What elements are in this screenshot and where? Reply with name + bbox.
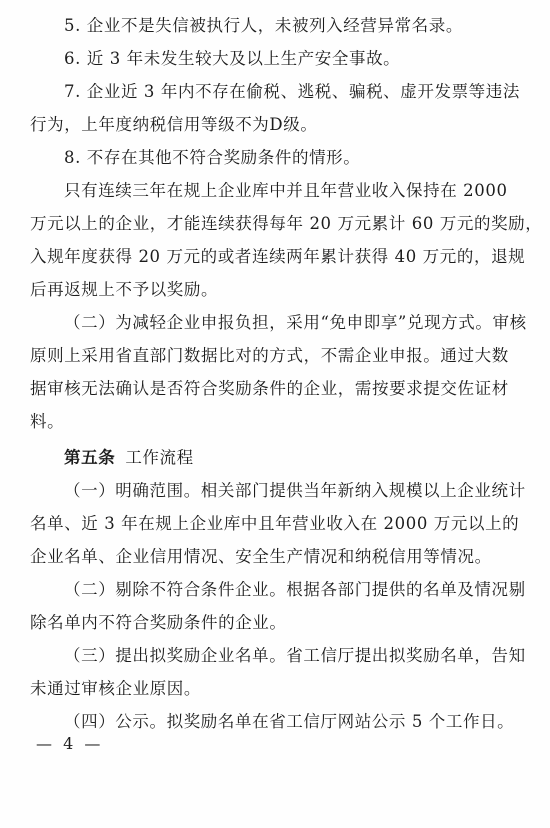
line-text: 原则上采用省直部门数据比对的方式，不需企业申报。通过大数: [30, 346, 509, 365]
text-line: [0, 176, 550, 206]
text-line: [0, 641, 550, 671]
line-text: 7. 企业近 3 年内不存在偷税、逃税、骗税、虚开发票等违法: [64, 82, 520, 101]
text-line: [0, 110, 550, 140]
text-line: [0, 275, 550, 305]
text-line: [0, 143, 550, 173]
line-text: 行为，上年度纳税信用等级不为D级。: [30, 115, 318, 134]
text-line: [0, 11, 550, 41]
text-line: [0, 242, 550, 272]
text-line: [0, 374, 550, 404]
text-line: [0, 407, 550, 437]
line-text: 料。: [30, 412, 65, 431]
line-text: 8. 不存在其他不符合奖励条件的情形。: [64, 148, 361, 167]
line-text: 入规年度获得 20 万元的或者连续两年累计获得 40 万元的，退规: [30, 247, 526, 266]
page-number: — 4 —: [36, 734, 104, 753]
line-text: 据审核无法确认是否符合奖励条件的企业，需按要求提交佐证材: [30, 379, 509, 398]
article-heading-title: 工作流程: [125, 448, 194, 467]
line-text: 除名单内不符合奖励条件的企业。: [30, 613, 287, 632]
text-line: [0, 674, 550, 704]
line-text: （四）公示。拟奖励名单在省工信厅网站公示 5 个工作日。: [64, 712, 515, 731]
article-heading: [0, 443, 550, 473]
text-line: [0, 308, 550, 338]
line-text: 名单、近 3 年在规上企业库中且年营业收入在 2000 万元以上的: [30, 514, 520, 533]
line-text: 万元以上的企业，才能连续获得每年 20 万元累计 60 万元的奖励，: [30, 214, 543, 233]
text-line: [0, 575, 550, 605]
text-line: [0, 509, 550, 539]
line-text: 企业名单、企业信用情况、安全生产情况和纳税信用等情况。: [30, 547, 492, 566]
text-line: [0, 341, 550, 371]
text-line: [0, 77, 550, 107]
line-text: 未通过审核企业原因。: [30, 679, 201, 698]
text-line: [0, 476, 550, 506]
text-line: [0, 209, 550, 239]
line-text: 5. 企业不是失信被执行人，未被列入经营异常名录。: [64, 16, 463, 35]
line-text: 6. 近 3 年未发生较大及以上生产安全事故。: [64, 49, 401, 68]
article-heading-label: 第五条: [64, 448, 116, 467]
line-text: 后再返规上不予以奖励。: [30, 280, 219, 299]
line-text: （二）剔除不符合条件企业。根据各部门提供的名单及情况剔: [64, 580, 526, 599]
text-line: [0, 44, 550, 74]
text-line: [0, 542, 550, 572]
text-line: [0, 608, 550, 638]
line-text: 只有连续三年在规上企业库中并且年营业收入保持在 2000: [64, 181, 508, 200]
line-text: （二）为减轻企业申报负担，采用“免申即享”兑现方式。审核: [64, 313, 527, 332]
line-text: （一）明确范围。相关部门提供当年新纳入规模以上企业统计: [64, 481, 526, 500]
line-text: （三）提出拟奖励企业名单。省工信厅提出拟奖励名单，告知: [64, 646, 526, 665]
